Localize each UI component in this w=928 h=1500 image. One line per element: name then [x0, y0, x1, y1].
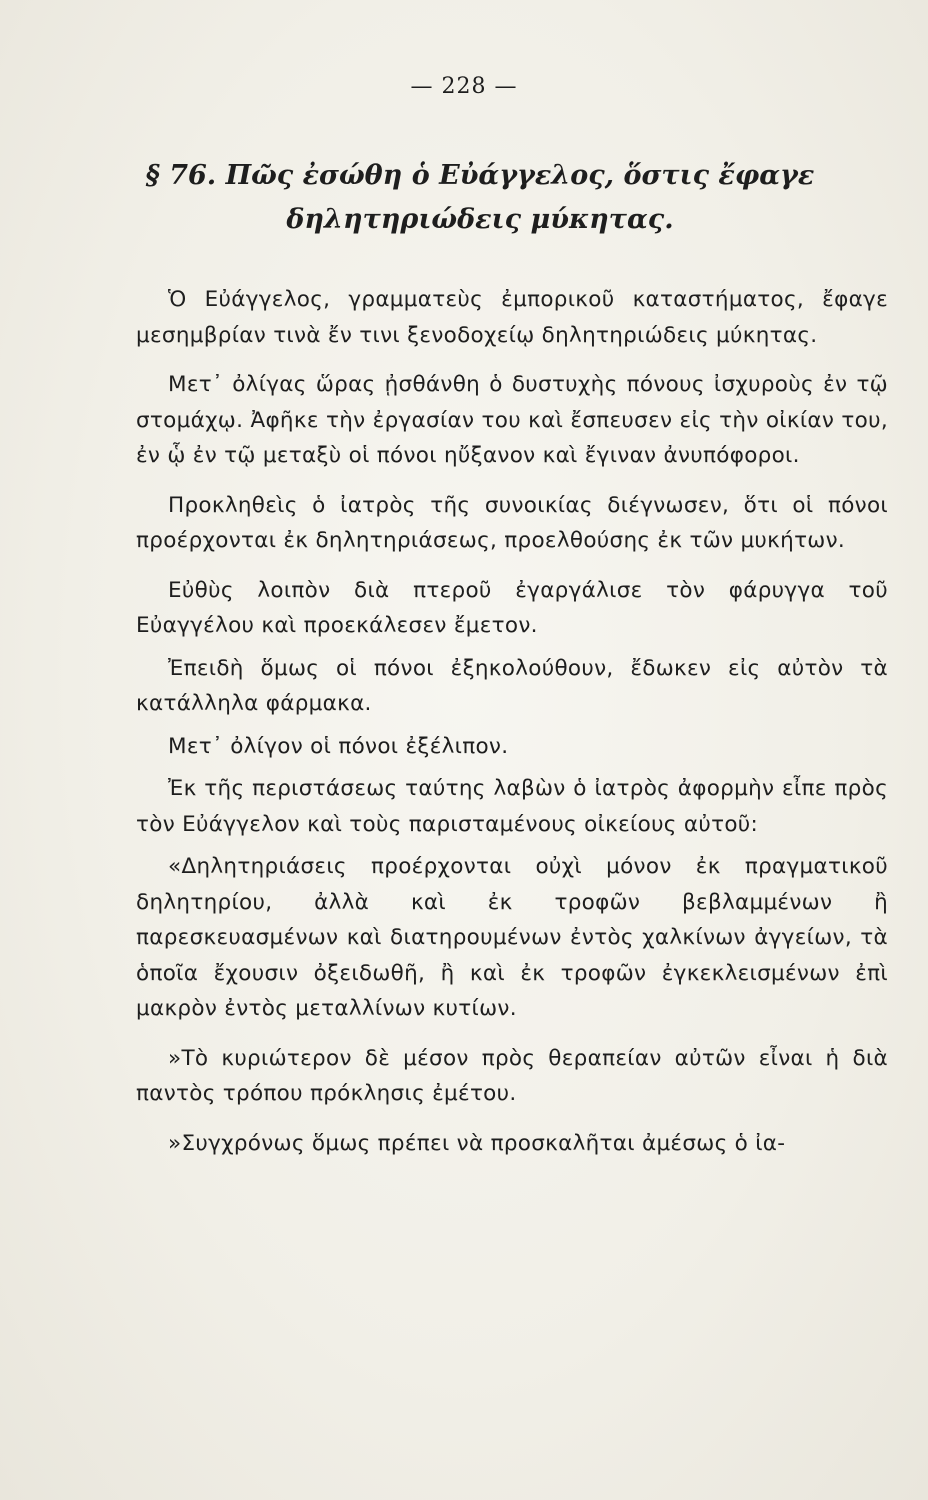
paragraph-5: Ἐπειδὴ ὅμως οἱ πόνοι ἐξηκολούθουν, ἔδωκεν εἰς αὐτὸν τὰ κατάλληλα φάρμακα. — [136, 655, 888, 716]
paragraph-1: Ὁ Εὐάγγελος, γραμματεὺς ἐμπορικοῦ καταστήματος, ἔφαγε μεσημβρίαν τινὰ ἔν τινι ξενοδοχείῳ δηλητηριώδεις μύκητας. — [136, 287, 888, 348]
section-heading-line-1: § 76. Πῶς ἐσώθη ὁ Εὐάγγελος, ὅστις ἔφαγε — [145, 160, 815, 191]
paragraph-9: »Τὸ κυριώτερον δὲ μέσον πρὸς θεραπείαν αὐτῶν εἶναι ἡ διὰ παντὸς τρόπου πρόκλησις ἐμέτου. — [136, 1045, 888, 1106]
paragraph-7: Ἐκ τῆς περιστάσεως ταύτης λαβὼν ὁ ἰατρὸς ἀφορμὴν εἶπε πρὸς τὸν Εὐάγγελον καὶ τοὺς παρισταμένους οἰκείους αὐτοῦ: — [136, 776, 888, 837]
paragraph-8: «Δηλητηριάσεις προέρχονται οὐχὶ μόνον ἐκ πραγματικοῦ δηλητηρίου, ἀλλὰ καὶ ἐκ τροφῶν βεβλαμμένων ἢ παρεσκευασμένων καὶ διατηρουμένων ἐντὸς χαλκίνων ἀγγείων, τὰ ὁποῖα ἔχουσιν ὀξειδωθῆ, ἢ καὶ ἐκ τροφῶν ἐγκεκλεισμένων ἐπὶ μακρὸν ἐντὸς μεταλλίνων κυτίων. — [136, 854, 888, 1021]
paragraph-6: Μετ᾽ ὀλίγον οἱ πόνοι ἐξέλιπον. — [168, 733, 509, 759]
page-number: — 228 — — [410, 74, 518, 99]
section-heading-line-2: δηλητηριώδεις μύκητας. — [286, 204, 674, 235]
paragraph-10: »Συγχρόνως ὅμως πρέπει νὰ προσκαλῆται ἀμέσως ὁ ἰα- — [168, 1130, 786, 1156]
paragraph-3: Προκληθεὶς ὁ ἰατρὸς τῆς συνοικίας διέγνωσεν, ὅτι οἱ πόνοι προέρχονται ἐκ δηλητηριάσεως, προελθούσης ἐκ τῶν μυκήτων. — [136, 492, 888, 553]
section-heading — [100, 154, 860, 242]
paragraph-4: Εὐθὺς λοιπὸν διὰ πτεροῦ ἐγαργάλισε τὸν φάρυγγα τοῦ Εὐαγγέλου καὶ προεκάλεσεν ἔμετον. — [136, 577, 888, 638]
body-text — [136, 282, 888, 1168]
paragraph-2: Μετ᾽ ὀλίγας ὥρας ᾐσθάνθη ὁ δυστυχὴς πόνους ἰσχυροὺς ἐν τῷ στομάχῳ. Ἀφῆκε τὴν ἐργασίαν του καὶ ἔσπευσεν εἰς τὴν οἰκίαν του, ἐν ᾧ ἐν τῷ μεταξὺ οἱ πόνοι ηὔξανον καὶ ἔγιναν ἀνυπόφοροι. — [136, 372, 888, 468]
